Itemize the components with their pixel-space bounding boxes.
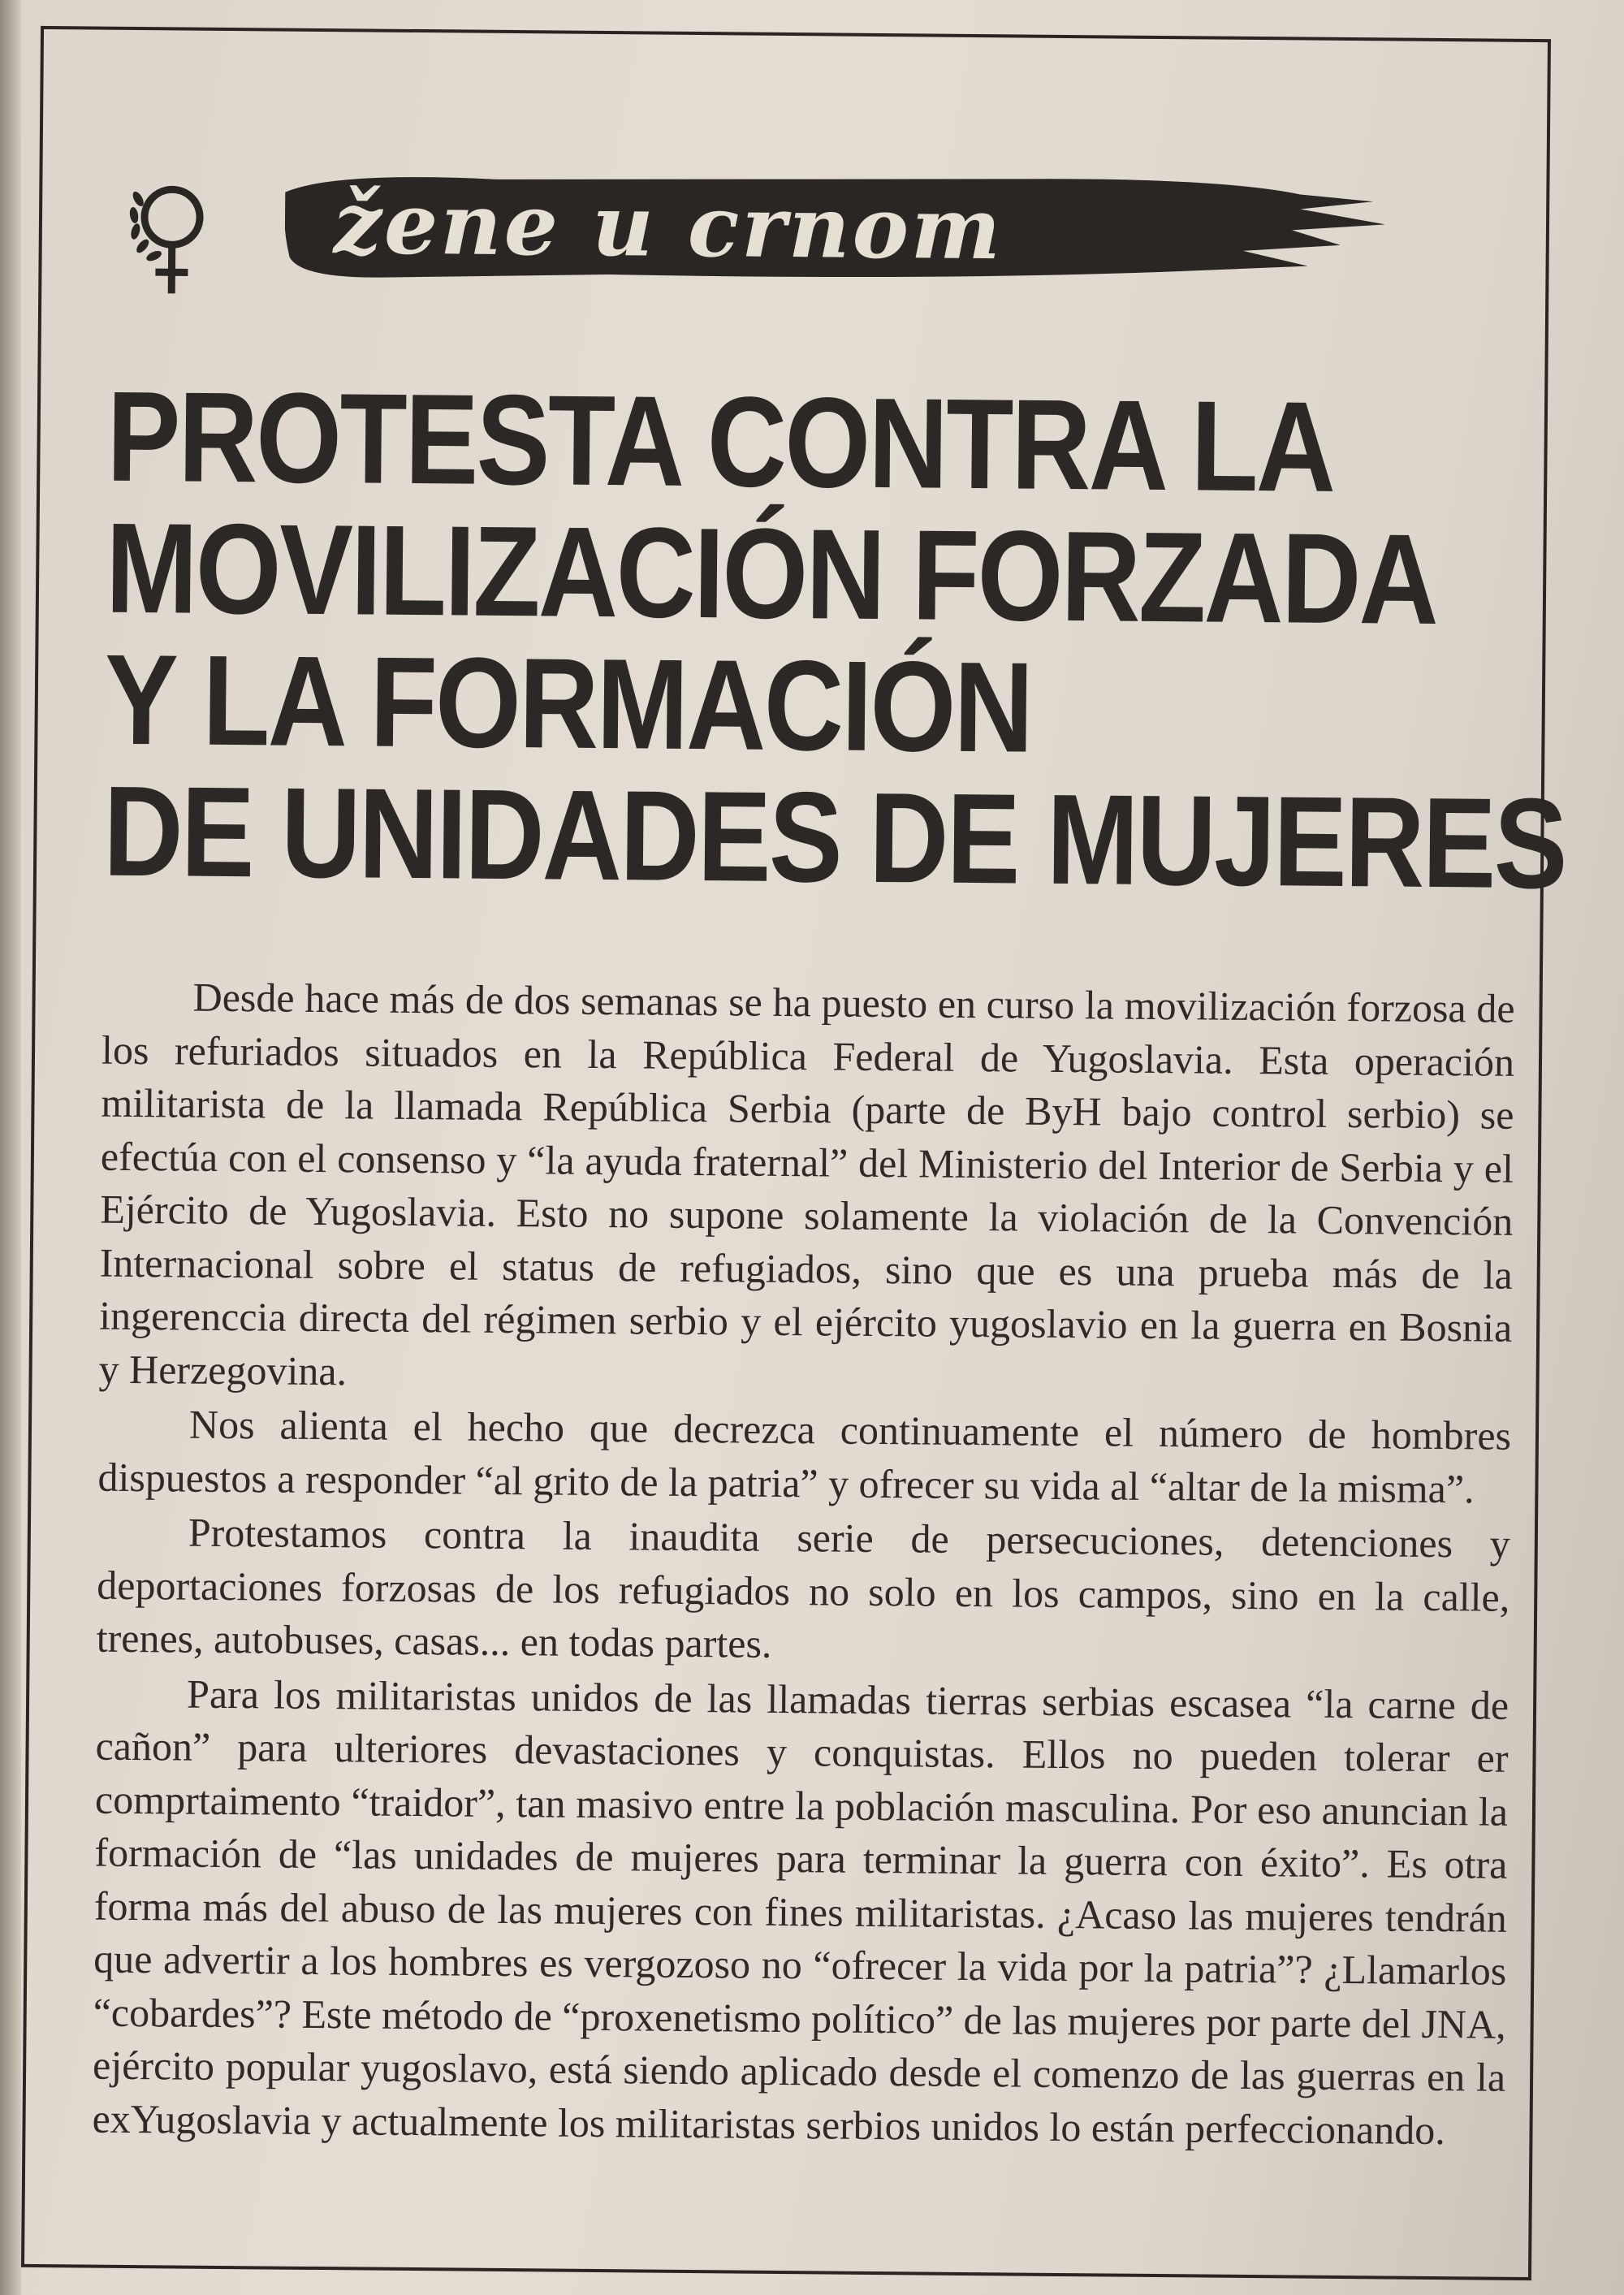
article-body (92, 970, 1515, 2159)
article-paragraph: Para los militaristas unidos de las llamadas tierras serbias escasea “la carne de cañon” para ulteriores devastaciones y conquistas. Ellos no pueden tolerar er comprtaimento “traidor”, tan masivo entre la población masculina. Por eso anuncian la formación de “las unidades de mujeres para terminar la guerra con éxito”. Es otra forma más del abuso de las mujeres con fines militaristas. ¿Acaso las mujeres tendrán que advertir a los hombres es vergozoso no “ofrecer la vida por la patria”? ¿Llamarlos “cobardes”? Este método de “proxenetismo político” de las mujeres por parte del JNA, ejército popular yugoslavo, está siendo aplicado desde el comenzo de las guerras en la exYugoslavia y actualmente los militaristas serbios unidos lo están perfeccionando. (92, 1670, 1510, 2153)
headline-line: Y LA FORMACIÓN (104, 628, 1033, 780)
binding-edge (0, 0, 21, 2295)
masthead-brush-banner (284, 168, 1389, 293)
article-frame (21, 26, 1566, 2280)
masthead (93, 134, 1394, 332)
article-paragraph: Protestamos contra la inaudita serie de persecuciones, detenciones y deportaciones forzosas de los refugiados no solo en los campos, sino en la calle, trenes, autobuses, casas... en todas partes. (96, 1509, 1511, 1666)
headline-line: PROTESTA CONTRA LA (106, 365, 1335, 519)
article-paragraph: Nos alienta el hecho que decrezca continuamente el número de hombres dispuestos a responder “al grito de la patria” y ofrecer su vida al “altar de la misma”. (97, 1401, 1512, 1511)
headline (102, 365, 1566, 916)
headline-line: DE UNIDADES DE MUJERES (102, 759, 1566, 916)
headline-line: MOVILIZACIÓN FORZADA (105, 496, 1438, 651)
female-symbol-laurel-icon (126, 175, 211, 297)
article-paragraph: Desde hace más de dos semanas se ha puesto en curso la movilización forzosa de los refuriados situados en la República Federal de Yugoslavia. Esta operación militarista de la llamada República Serbia (parte de ByH bajo control serbio) se efectúa con el consenso y “la ayuda fraternal” del Ministerio del Interior de Serbia y el Ejército de Yugoslavia. Esto no supone solamente la violación de la Convención Internacional sobre el status de refugiados, sino que es una prueba más de la ingerenccia directa del régimen serbio y el ejército yugoslavio en la guerra en Bosnia y Herzegovina. (98, 974, 1515, 1394)
masthead-title: žene u crnom (333, 173, 1004, 279)
